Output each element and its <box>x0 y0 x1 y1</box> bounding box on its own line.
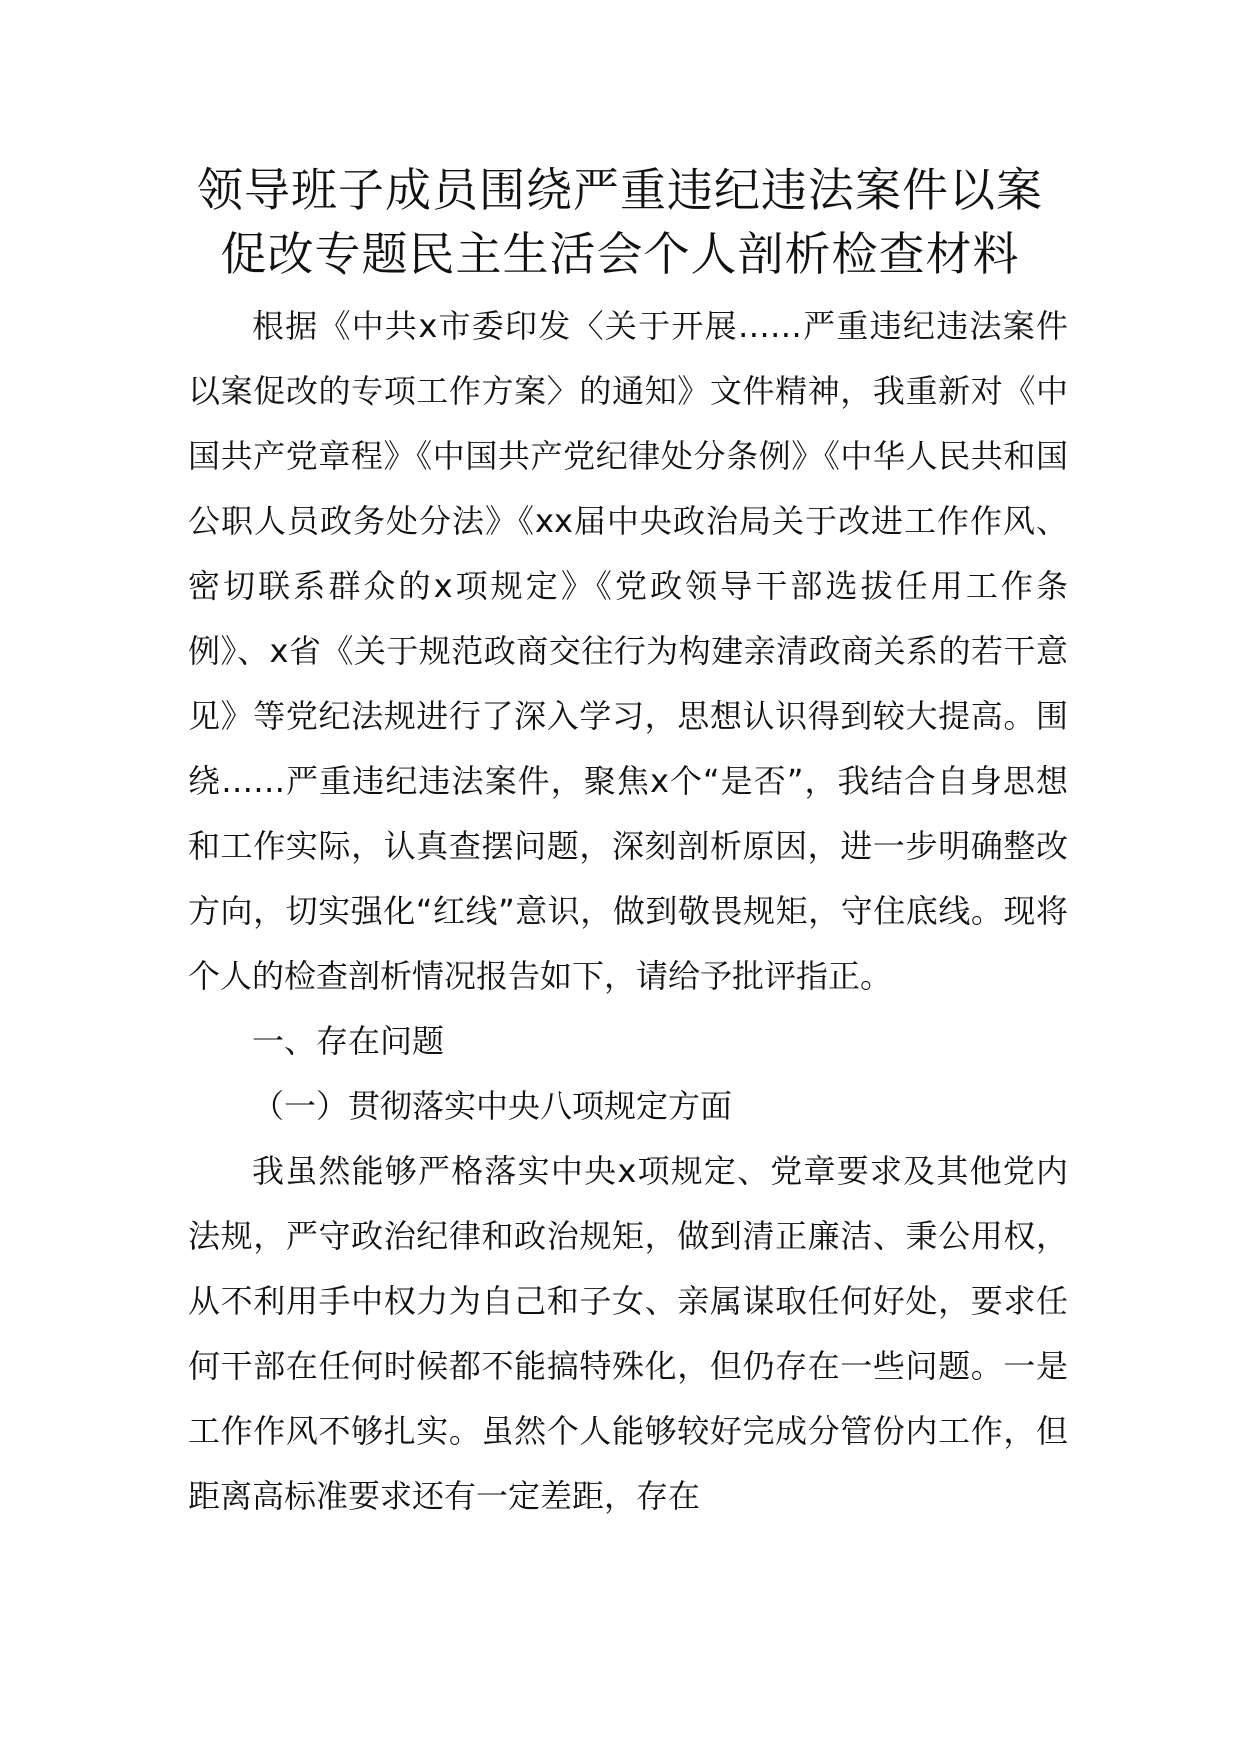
paragraph-eight-rules: 我虽然能够严格落实中央x项规定、党章要求及其他党内法规，严守政治纪律和政治规矩，做到清正廉洁、秉公用权，从不利用手中权力为自己和子女、亲属谋取任何好处，要求任何干部在任何时候都不能搞特殊化，但仍存在一些问题。一是工作作风不够扎实。虽然个人能够较好完成分管份内工作，但距离高标准要求还有一定差距，存在 <box>188 1152 1068 1515</box>
subsection-heading-eight-rules: （一）贯彻落实中央八项规定方面 <box>252 1087 733 1125</box>
title-line-2: 促改专题民主生活会个人剖析检查材料 <box>220 227 1020 281</box>
section-heading-problems: 一、存在问题 <box>252 1022 445 1060</box>
document-body <box>188 294 1068 1529</box>
title-line-1: 领导班子成员围绕严重违纪违法案件以案 <box>197 163 1043 217</box>
document-title <box>160 158 1080 286</box>
paragraph-introduction: 根据《中共x市委印发〈关于开展……严重违纪违法案件以案促改的专项工作方案〉的通知》文件精神，我重新对《中国共产党章程》《中国共产党纪律处分条例》《中华人民共和国公职人员政务处分法》《xx届中央政治局关于改进工作作风、密切联系群众的x项规定》《党政领导干部选拔任用工作条例》、x省《关于规范政商交往行为构建亲清政商关系的若干意见》等党纪法规进行了深入学习，思想认识得到较大提高。围绕……严重违纪违法案件，聚焦x个“是否”，我结合自身思想和工作实际，认真查摆问题，深刻剖析原因，进一步明确整改方向，切实强化“红线”意识，做到敬畏规矩，守住底线。现将个人的检查剖析情况报告如下，请给予批评指正。 <box>188 307 1068 995</box>
